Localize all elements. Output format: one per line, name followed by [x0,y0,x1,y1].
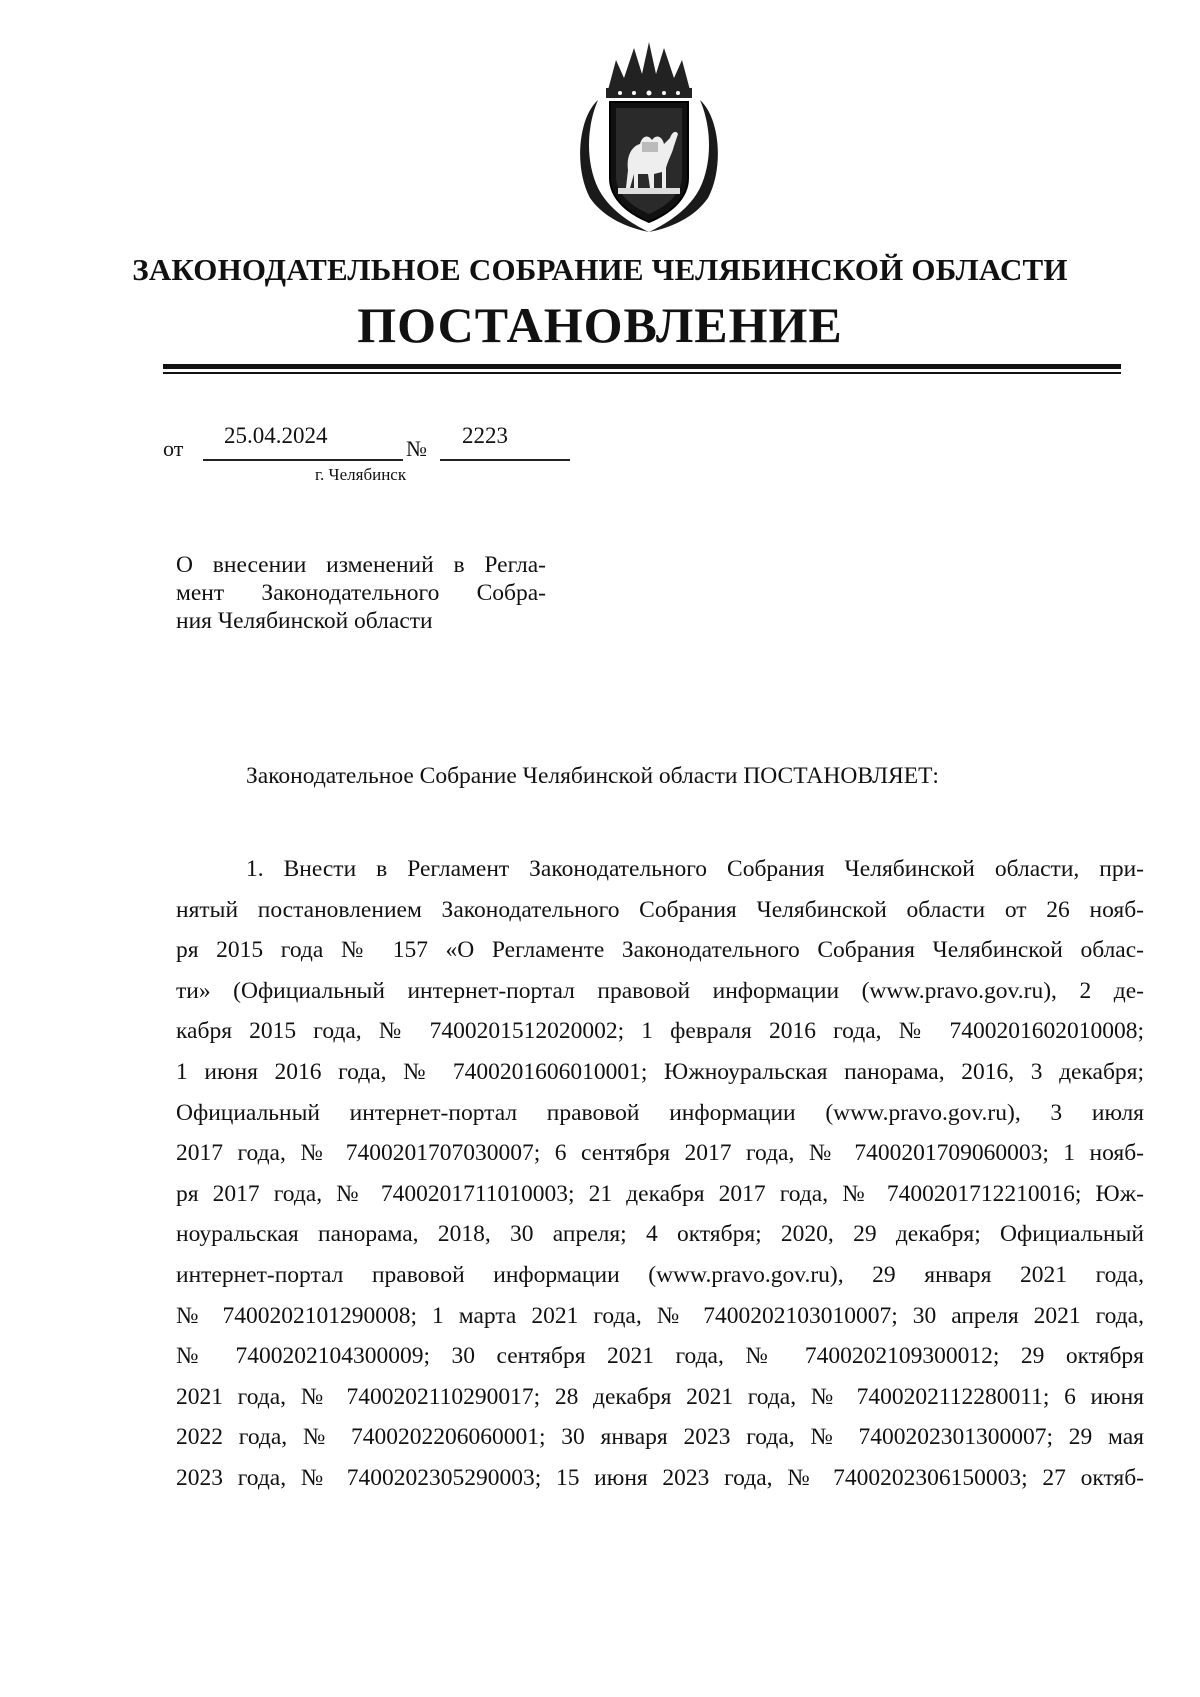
body-line: 2023 года, № 7400202305290003; 15 июня 2023 года, № 7400202306150003; 27 октяб- [176,1464,1144,1491]
document-subject [176,551,546,635]
header-divider-thin [163,372,1121,374]
date-label: от [163,436,184,461]
body-line: 2017 года, № 7400201707030007; 6 сентября 2017 года, № 7400201709060003; 1 нояб- [176,1140,1144,1167]
body-line: ти» (Официальный интернет-портал правовой информации (www.pravo.gov.ru), 2 де- [176,977,1144,1004]
body-line: № 7400202101290008; 1 марта 2021 года, № 7400202103010007; 30 апреля 2021 года, [176,1302,1144,1329]
body-line: 1. Внести в Регламент Законодательного Собрания Челябинской области, при- [246,856,1144,882]
document-body [176,849,1144,1499]
date-underline [203,459,403,461]
document-number: 2223 [462,423,508,448]
body-line: Официальный интернет-портал правовой информации (www.pravo.gov.ru), 3 июля [176,1099,1144,1126]
body-line: 1 июня 2016 года, № 7400201606010001; Южноуральская панорама, 2016, 3 декабря; [176,1058,1144,1085]
document-type-title: ПОСТАНОВЛЕНИЕ [357,297,843,353]
body-line: № 7400202104300009; 30 сентября 2021 года, № 7400202109300012; 29 октября [176,1343,1144,1370]
subject-line: мент Законодательного Собра- [176,580,546,606]
body-line: кабря 2015 года, № 7400201512020002; 1 февраля 2016 года, № 7400201602010008; [176,1018,1144,1045]
body-line: ря 2017 года, № 7400201711010003; 21 декабря 2017 года, № 7400201712210016; Юж- [176,1180,1144,1207]
city-name: г. Челябинск [315,465,407,484]
subject-line: ния Челябинской области [176,608,433,634]
body-line: 2021 года, № 7400202110290017; 28 декабря 2021 года, № 7400202112280011; 6 июня [176,1383,1144,1410]
body-line: 2022 года, № 7400202206060001; 30 января 2023 года, № 7400202301300007; 29 мая [176,1424,1144,1451]
body-line: ря 2015 года № 157 «О Регламенте Законодательного Собрания Челябинской облас- [176,937,1144,964]
decree-statement: Законодательное Собрание Челябинской области ПОСТАНОВЛЯЕТ: [246,763,939,789]
number-label: № [406,436,427,461]
body-line: интернет-портал правовой информации (www.pravo.gov.ru), 29 января 2021 года, [176,1261,1144,1288]
number-underline [440,459,570,461]
organization-title: ЗАКОНОДАТЕЛЬНОЕ СОБРАНИЕ ЧЕЛЯБИНСКОЙ ОБЛАСТИ [132,252,1068,287]
body-line: ноуральская панорама, 2018, 30 апреля; 4 октября; 2020, 29 декабря; Официальный [176,1221,1144,1248]
subject-line: О внесении изменений в Регла- [176,552,546,578]
document-date: 25.04.2024 [224,423,328,448]
header-divider-thick [163,364,1121,369]
coat-of-arms-emblem [568,38,730,234]
body-line: нятый постановлением Законодательного Собрания Челябинской области от 26 нояб- [176,896,1144,923]
